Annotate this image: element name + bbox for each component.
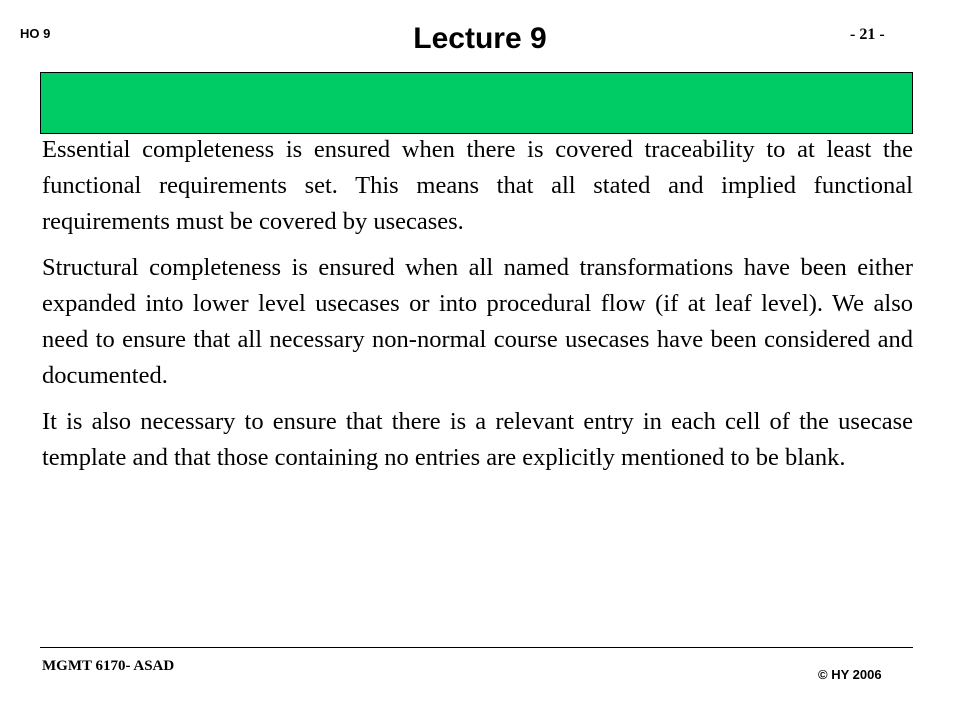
- copyright-label: © HY 2006: [818, 667, 882, 682]
- paragraph-essential-completeness: Essential completeness is ensured when there is covered traceability to at least the functional requirements set. This means that all stated and implied functional requirements must be covered by usecases.: [42, 136, 913, 235]
- title-bar: [40, 72, 913, 134]
- body-text: [42, 132, 913, 486]
- course-label: MGMT 6170- ASAD: [42, 658, 175, 674]
- paragraph-structural-completeness: Structural completeness is ensured when all named transformations have been either expanded into lower level usecases or into procedural flow (if at leaf level). We also need to ensure that all necessary non-normal course usecases have been considered and documented.: [42, 254, 913, 389]
- page-title: Lecture 9: [413, 22, 547, 55]
- footer-divider: [40, 647, 913, 648]
- page-number: - 21 -: [850, 26, 885, 43]
- handout-label: HO 9: [20, 26, 51, 41]
- paragraph-template-entries: It is also necessary to ensure that there is a relevant entry in each cell of the usecase template and that those containing no entries are explicitly mentioned to be blank.: [42, 408, 913, 471]
